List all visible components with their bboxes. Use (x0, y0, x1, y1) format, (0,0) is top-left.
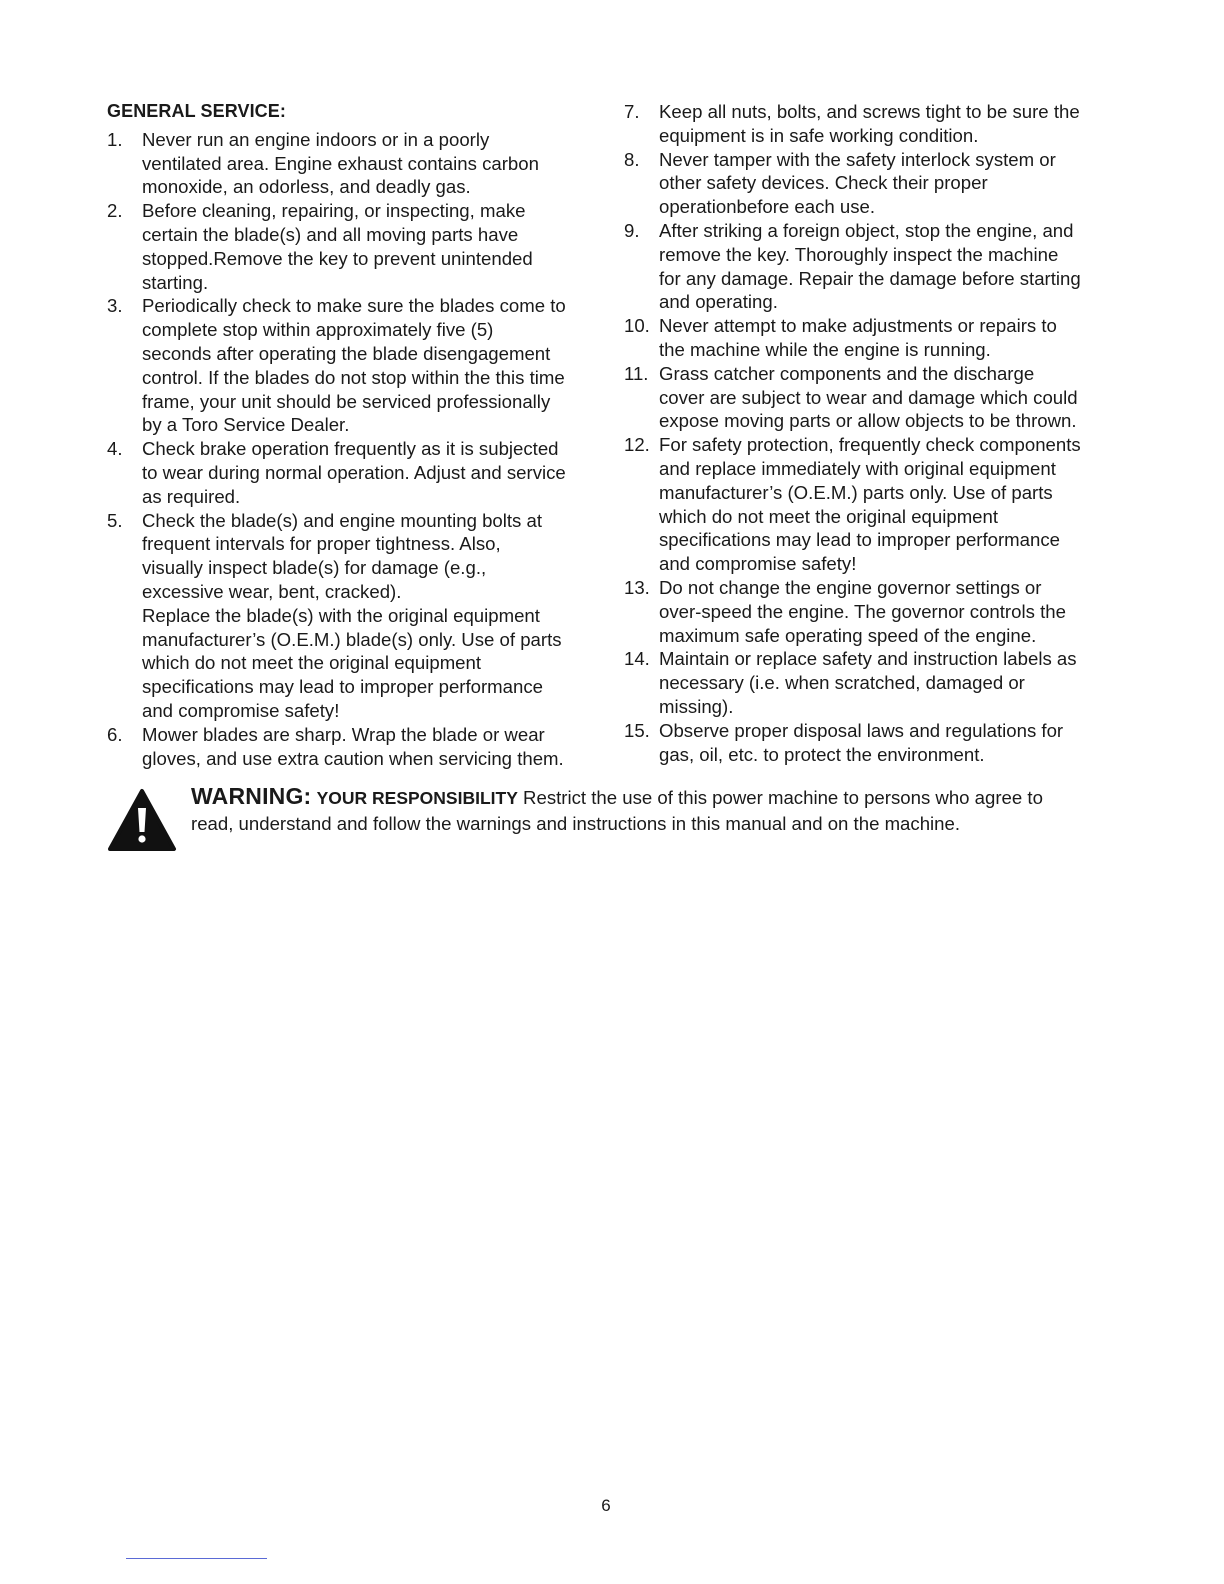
item-line: stopped.Remove the key to prevent unintended (142, 247, 533, 269)
warning-label: WARNING: (191, 783, 312, 809)
item-line: ventilated area. Engine exhaust contains carbon (142, 152, 539, 174)
item-line: Periodically check to make sure the blades come to (142, 295, 566, 317)
list-item (624, 433, 1110, 576)
item-line: certain the blade(s) and all moving parts have (142, 223, 519, 245)
warning-line-2: read, understand and follow the warnings and instructions in this manual and on the machine. (191, 813, 961, 834)
item-number: 6. (107, 723, 123, 745)
list-item (107, 723, 597, 771)
item-line: specifications may lead to improper performance (659, 529, 1060, 551)
item-line: cover are subject to wear and damage which could (659, 386, 1078, 408)
item-line: equipment is in safe working condition. (659, 124, 979, 146)
item-line: to wear during normal operation. Adjust and service (142, 461, 566, 483)
item-line: Maintain or replace safety and instruction labels as (659, 648, 1077, 670)
item-line: Never attempt to make adjustments or repairs to (659, 315, 1057, 337)
item-text (142, 294, 597, 437)
list-item (107, 437, 597, 508)
item-line: other safety devices. Check their proper (659, 172, 988, 194)
item-line: After striking a foreign object, stop the engine, and (659, 219, 1074, 241)
section-heading: GENERAL SERVICE: (107, 101, 286, 121)
item-line: specifications may lead to improper performance (142, 676, 543, 698)
item-line: and operating. (659, 291, 778, 313)
item-line: which do not meet the original equipment (142, 652, 482, 674)
item-line: Never run an engine indoors or in a poorly (142, 128, 490, 150)
item-text (659, 314, 1110, 362)
item-line: necessary (i.e. when scratched, damaged or (659, 672, 1025, 694)
item-text (142, 199, 597, 294)
item-text (142, 723, 597, 771)
item-line: over-speed the engine. The governor controls the (659, 600, 1066, 622)
list-item (107, 509, 597, 723)
item-line: visually inspect blade(s) for damage (e.g., (142, 557, 487, 579)
list-item (624, 148, 1110, 219)
item-number: 2. (107, 200, 123, 222)
item-line: Before cleaning, repairing, or inspecting, make (142, 200, 526, 222)
item-number: 11. (624, 362, 649, 384)
warning-text (191, 784, 1111, 836)
list-item (624, 719, 1110, 767)
list-item (624, 362, 1110, 433)
item-line: the machine while the engine is running. (659, 338, 991, 360)
item-number: 1. (107, 128, 123, 150)
item-text (659, 362, 1110, 433)
left-service-list (107, 128, 597, 771)
item-text (659, 647, 1110, 718)
item-line: manufacturer’s (O.E.M.) blade(s) only. Use of parts (142, 628, 562, 650)
item-line: Grass catcher components and the discharge (659, 362, 1035, 384)
item-line: by a Toro Service Dealer. (142, 414, 350, 436)
item-number: 14. (624, 648, 650, 670)
item-line: For safety protection, frequently check components (659, 434, 1081, 456)
item-line: Check the blade(s) and engine mounting bolts at (142, 509, 543, 531)
item-line: which do not meet the original equipment (659, 505, 999, 527)
item-line: control. If the blades do not stop within the this time (142, 366, 565, 388)
item-text (142, 128, 597, 199)
list-item (624, 100, 1110, 148)
item-line: gloves, and use extra caution when servicing them. (142, 747, 564, 769)
warning-sub-label: YOUR RESPONSIBILITY (316, 788, 518, 808)
item-line: frame, your unit should be serviced professionally (142, 390, 551, 412)
right-column (624, 100, 1110, 766)
item-text (659, 100, 1110, 148)
footer-rule (126, 1558, 267, 1559)
item-line: Keep all nuts, bolts, and screws tight to be sure the (659, 101, 1080, 122)
list-item (107, 199, 597, 294)
item-text (659, 148, 1110, 219)
item-line: monoxide, an odorless, and deadly gas. (142, 176, 471, 198)
item-line: Observe proper disposal laws and regulations for (659, 719, 1064, 741)
item-line: Do not change the engine governor settings or (659, 576, 1042, 598)
item-number: 5. (107, 509, 123, 531)
item-number: 10. (624, 315, 650, 337)
item-line: complete stop within approximately five (5) (142, 319, 494, 341)
item-text (659, 576, 1110, 647)
item-number: 12. (624, 434, 650, 456)
item-line: seconds after operating the blade disengagement (142, 342, 551, 364)
item-line: starting. (142, 271, 209, 293)
item-line: gas, oil, etc. to protect the environment. (659, 743, 985, 765)
page-number: 6 (601, 1496, 611, 1515)
item-text (659, 433, 1110, 576)
item-number: 3. (107, 295, 123, 317)
warning-triangle-icon (107, 788, 177, 852)
item-line: missing). (659, 695, 734, 717)
list-item (624, 647, 1110, 718)
item-text (142, 509, 597, 723)
item-number: 8. (624, 148, 640, 170)
item-text (659, 719, 1110, 767)
list-item (624, 314, 1110, 362)
item-line: frequent intervals for proper tightness. Also, (142, 533, 501, 555)
item-line: and replace immediately with original equipment (659, 457, 1056, 479)
left-column (107, 100, 597, 770)
item-line: and compromise safety! (142, 699, 340, 721)
item-line: maximum safe operating speed of the engine. (659, 624, 1037, 646)
right-service-list (624, 100, 1110, 766)
item-number: 9. (624, 219, 640, 241)
item-text (659, 219, 1110, 314)
item-line: operationbefore each use. (659, 196, 876, 218)
list-item (107, 128, 597, 199)
item-line: Mower blades are sharp. Wrap the blade or wear (142, 723, 545, 745)
list-item (624, 576, 1110, 647)
list-item (624, 219, 1110, 314)
warning-line-1: Restrict the use of this power machine to persons who agree to (523, 787, 1043, 808)
list-item (107, 294, 597, 437)
item-line: as required. (142, 485, 241, 507)
item-line: excessive wear, bent, cracked). (142, 580, 402, 602)
item-line: remove the key. Thoroughly inspect the machine (659, 243, 1059, 265)
item-number: 15. (624, 719, 650, 741)
item-line: Replace the blade(s) with the original equipment (142, 604, 540, 626)
item-number: 4. (107, 438, 123, 460)
item-text (142, 437, 597, 508)
item-line: manufacturer’s (O.E.M.) parts only. Use of parts (659, 481, 1053, 503)
item-line: Check brake operation frequently as it is subjected (142, 438, 559, 460)
item-number: 7. (624, 101, 640, 122)
item-line: and compromise safety! (659, 553, 857, 575)
item-line: expose moving parts or allow objects to be thrown. (659, 410, 1077, 432)
item-line: Never tamper with the safety interlock system or (659, 148, 1056, 170)
item-number: 13. (624, 576, 650, 598)
item-line: for any damage. Repair the damage before starting (659, 267, 1081, 289)
